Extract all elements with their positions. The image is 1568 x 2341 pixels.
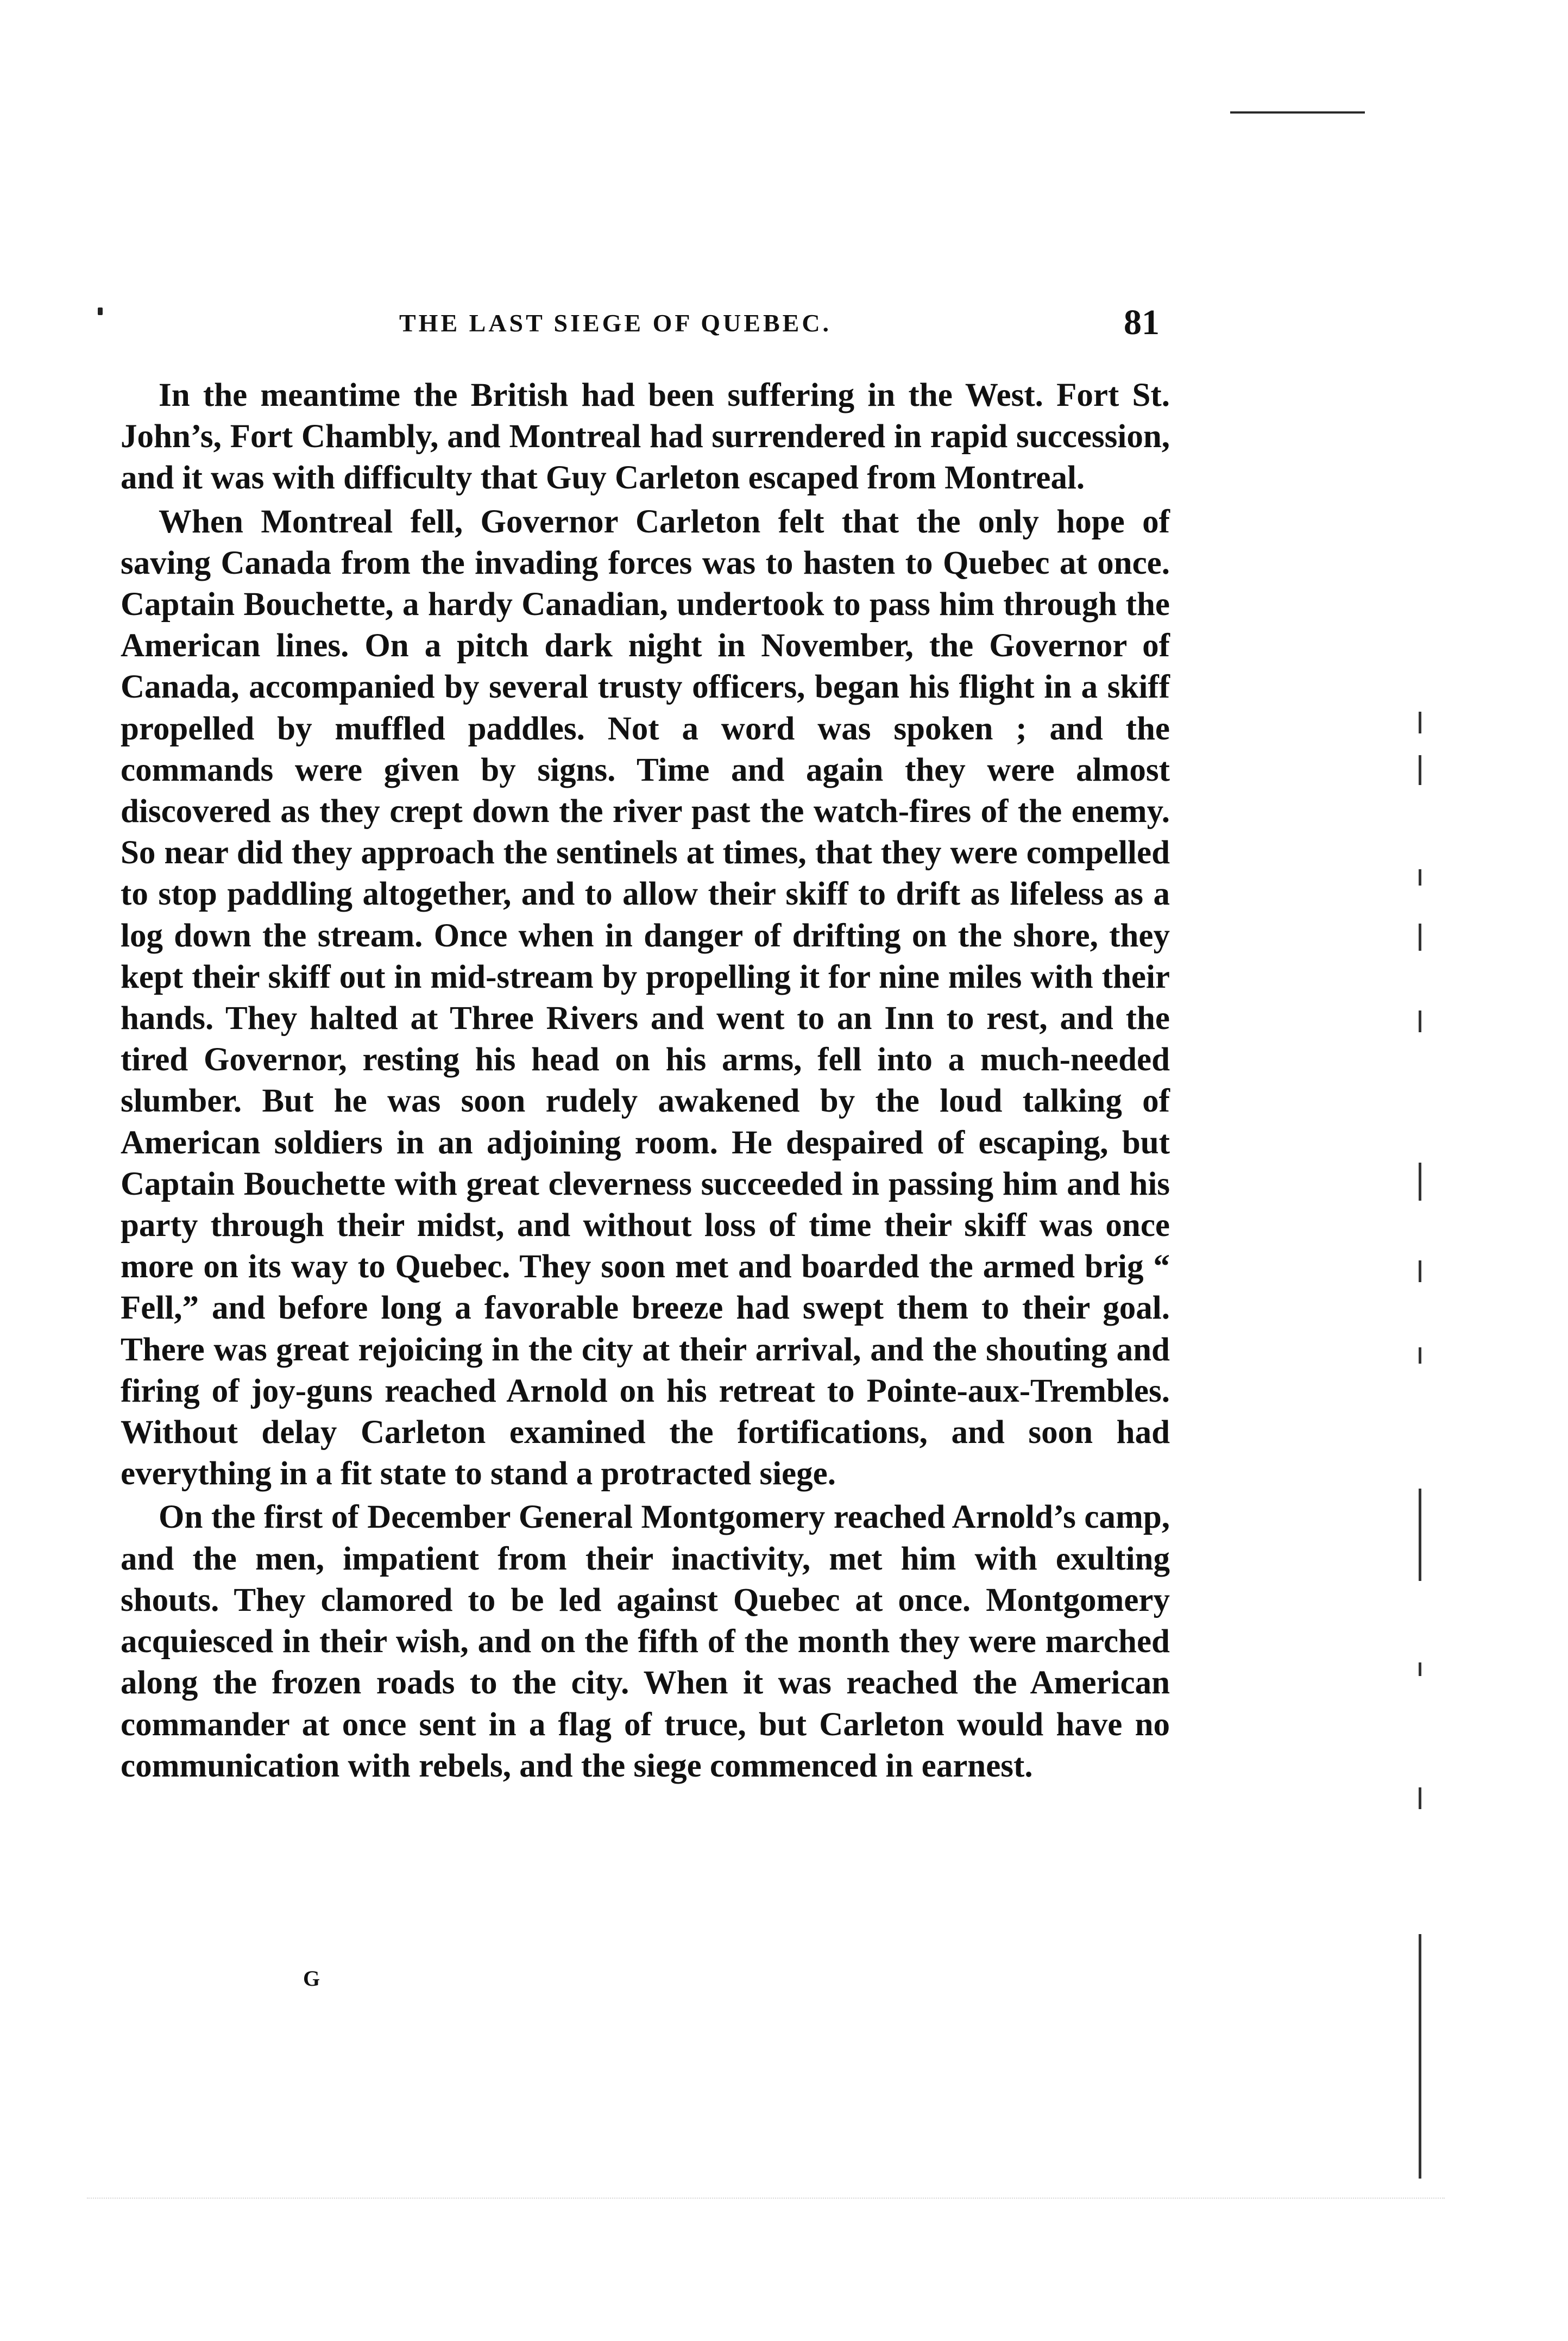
- margin-mark: [1419, 869, 1421, 886]
- margin-mark: [1419, 1347, 1421, 1364]
- top-rule: [1230, 111, 1365, 114]
- margin-mark: [1419, 1934, 1421, 2179]
- margin-mark: [1419, 712, 1421, 733]
- margin-dot: [98, 307, 103, 315]
- margin-mark: [1419, 1163, 1421, 1201]
- body-text: [121, 375, 1170, 1787]
- paragraph-3: On the first of December General Montgomery reached Arnold’s camp, and the men, impatient from their inactivity, met him with exulting shouts. They clamored to be led against Quebec at once. Montgomery acquiesced in their wish, and on the fifth of the month they were marched along the frozen roads to the city. When it was reached the American commander at once sent in a flag of truce, but Carleton would have no communication with rebels, and the siege commenced in earnest.: [121, 1499, 1170, 1784]
- margin-mark: [1419, 1662, 1421, 1676]
- paragraph-1: In the meantime the British had been suffering in the West. Fort St. John’s, Fort Chambly, and Montreal had surrendered in rapid succession, and it was with difficulty that Guy Carleton escaped from Montreal.: [121, 377, 1170, 497]
- paragraph-2: When Montreal fell, Governor Carleton felt that the only hope of saving Canada from the invading forces was to hasten to Quebec at once. Captain Bouchette, a hardy Canadian, undertook to pass him through the American lines. On a pitch dark night in November, the Governor of Canada, accompanied by several trusty officers, began his flight in a skiff propelled by muffled paddles. Not a word was spoken ; and the commands were given by signs. Time and again they were almost discovered as they crept down the river past the watch-fires of the enemy. So near did they approach the sentinels at times, that they were compelled to stop paddling altogether, and to allow their skiff to drift as lifeless as a log down the stream. Once when in danger of drifting on the shore, they kept their skiff out in mid-stream by propelling it for nine miles with their hands. They halted at Three Rivers and went to an Inn to rest, and the tired Governor, resting his head on his arms, fell into a much-needed slumber. But he was soon rudely awakened by the loud talking of American soldiers in an adjoining room. He despaired of escaping, but Captain Bouchette with great cleverness succeeded in passing him and his party through their midst, and without loss of time their skiff was once more on its way to Quebec. They soon met and boarded the armed brig “ Fell,” and before long a favorable breeze had swept them to their goal. There was great rejoicing in the city at their arrival, and the shouting and firing of joy-guns reached Arnold on his retreat to Pointe-aux-Trembles. Without delay Carleton examined the fortifications, and soon had everything in a fit state to stand a protracted siege.: [121, 503, 1170, 1492]
- margin-mark: [1419, 1787, 1421, 1809]
- margin-mark: [1419, 1489, 1421, 1581]
- margin-mark: [1419, 755, 1421, 785]
- margin-mark: [1419, 1260, 1421, 1282]
- running-title: THE LAST SIEGE OF QUEBEC.: [399, 309, 832, 337]
- scan-noise: [87, 2198, 1445, 2199]
- signature-mark: G: [303, 1966, 320, 1991]
- running-head: [399, 302, 1160, 346]
- margin-mark: [1419, 924, 1421, 951]
- page-number: 81: [1124, 303, 1160, 342]
- margin-mark: [1419, 1011, 1421, 1032]
